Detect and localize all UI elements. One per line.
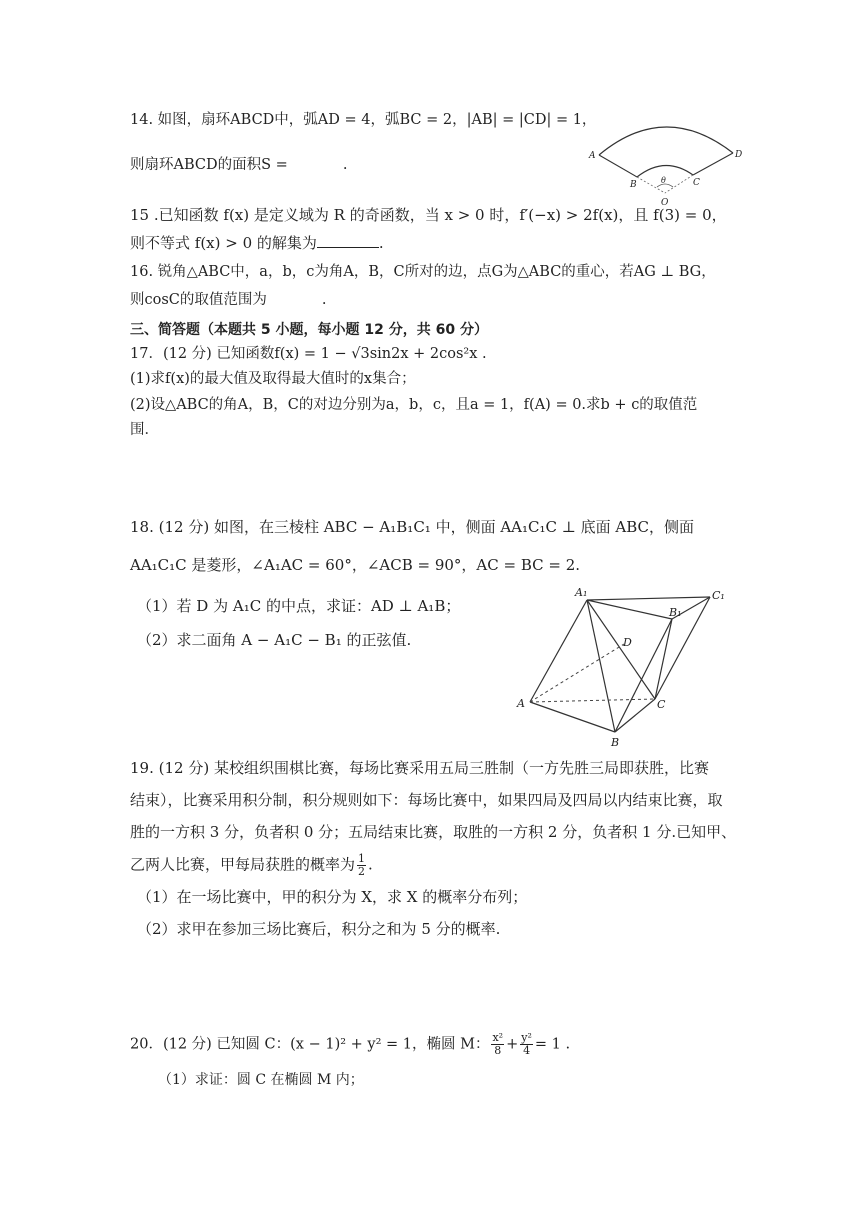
edge-cb xyxy=(615,699,655,732)
label-b: B xyxy=(611,736,620,747)
q14-end: . xyxy=(342,157,348,173)
q19-line4 xyxy=(130,853,373,878)
q15-prompt: 则不等式 f(x) > 0 的解集为 xyxy=(130,234,317,252)
q19-line4-text: 乙两人比赛，甲每局获胜的概率为 xyxy=(130,855,356,874)
fraction-denominator: 4 xyxy=(523,1044,531,1057)
q20-part1: （1）求证：圆 C 在椭圆 M 内； xyxy=(158,1072,364,1088)
q19-line3: 胜的一方积 3 分，负者积 0 分；五局结束比赛，取胜的一方积 2 分，负者积 1 分.已知甲、 xyxy=(130,823,737,841)
q14-question xyxy=(130,155,347,175)
fraction-x2-8 xyxy=(491,1032,504,1057)
q16-question xyxy=(130,290,327,310)
fraction-y2-4 xyxy=(520,1032,533,1057)
q20-stem-text: 20．(12 分) 已知圆 C：(x − 1)² + y² = 1，椭圆 M： xyxy=(130,1036,490,1053)
label-o: O xyxy=(661,198,669,208)
q17-part2-cont: 围． xyxy=(130,422,159,438)
edge-b1c xyxy=(655,619,672,699)
label-theta: θ xyxy=(661,176,666,185)
q15-end: . xyxy=(378,234,384,252)
q18-stem-line1: 18. (12 分) 如图，在三棱柱 ABC − A₁B₁C₁ 中，侧面 AA₁C₁C ⊥ 底面 ABC，侧面 xyxy=(130,518,695,536)
q17-stem: 17．(12 分) 已知函数f(x) = 1 − √3sin2x + 2cos²x . xyxy=(130,346,487,362)
edge-a1c1 xyxy=(587,597,710,600)
q14-prompt: 则扇环ABCD的面积S = xyxy=(130,157,288,173)
q17-part1: (1)求f(x)的最大值及取得最大值时的x集合； xyxy=(130,371,416,387)
q20-stem xyxy=(130,1032,570,1057)
fraction-numerator: y² xyxy=(521,1031,532,1044)
fraction-numerator: 1 xyxy=(358,852,366,865)
label-a1: A₁ xyxy=(575,586,588,599)
plus-sign: + xyxy=(506,1036,519,1053)
edge-a1a xyxy=(530,600,587,702)
q19-line2: 结束），比赛采用积分制，积分规则如下：每场比赛中，如果四局及四局以内结束比赛，取 xyxy=(130,791,723,809)
label-b1: B₁ xyxy=(669,606,682,619)
label-c1: C₁ xyxy=(712,589,725,602)
q17-part2: (2)设△ABC的角A，B，C的对边分别为a，b，c，且a = 1，f(A) = 0.求b + c的取值范 xyxy=(130,397,698,413)
q16-stem: 16. 锐角△ABC中，a，b，c为角A，B，C所对的边，点G为△ABC的重心，若AG ⊥ BG， xyxy=(130,264,716,280)
edge-a1b1 xyxy=(587,600,672,619)
q20-stem-end: = 1 . xyxy=(534,1036,571,1053)
label-b: B xyxy=(630,180,637,190)
fraction-denominator: 2 xyxy=(358,865,366,878)
q15-stem: 15 .已知函数 f(x) 是定义域为 R 的奇函数，当 x > 0 时，f′(−x) > 2f(x)，且 f(3) = 0， xyxy=(130,206,727,224)
arc-ad xyxy=(599,127,733,155)
radius-oc xyxy=(665,175,693,193)
edge-ac xyxy=(530,699,655,702)
q15-question xyxy=(130,233,384,253)
label-c: C xyxy=(693,178,700,188)
q19-line1: 19. (12 分) 某校组织围棋比赛，每场比赛采用五局三胜制（一方先胜三局即获胜，比赛 xyxy=(130,759,709,777)
q19-part1: （1）在一场比赛中，甲的积分为 X，求 X 的概率分布列； xyxy=(137,888,528,906)
label-d: D xyxy=(735,150,743,160)
q18-part2: （2）求二面角 A − A₁C − B₁ 的正弦值. xyxy=(137,631,412,649)
segment-ab xyxy=(599,155,637,177)
q18-stem-line2: AA₁C₁C 是菱形，∠A₁AC = 60°，∠ACB = 90°，AC = BC = 2. xyxy=(130,556,581,574)
label-d: D xyxy=(623,636,632,649)
q16-end: . xyxy=(321,292,327,308)
segment-ad xyxy=(530,644,624,702)
q14-stem: 14. 如图，扇环ABCD中，弧AD = 4，弧BC = 2，|AB| = |CD| = 1， xyxy=(130,112,597,128)
fraction-denominator: 8 xyxy=(494,1044,502,1057)
fraction-numerator: x² xyxy=(492,1031,504,1044)
answer-blank xyxy=(317,233,379,248)
segment-cd xyxy=(693,153,733,175)
q18-part1: （1）若 D 为 A₁C 的中点，求证：AD ⊥ A₁B； xyxy=(137,597,461,615)
fraction-one-half xyxy=(357,853,366,878)
label-c: C xyxy=(657,698,666,711)
q19-line4-end: . xyxy=(368,855,373,874)
section-heading: 三、简答题（本题共 5 小题，每小题 12 分，共 60 分） xyxy=(130,322,488,338)
label-a: A xyxy=(589,151,596,161)
sector-ring-figure xyxy=(585,115,755,210)
q16-prompt: 则cosC的取值范围为 xyxy=(130,292,267,308)
label-a: A xyxy=(517,697,525,710)
edge-ab xyxy=(530,702,615,732)
q19-part2: （2）求甲在参加三场比赛后，积分之和为 5 分的概率. xyxy=(137,920,501,938)
prism-figure xyxy=(512,582,742,747)
